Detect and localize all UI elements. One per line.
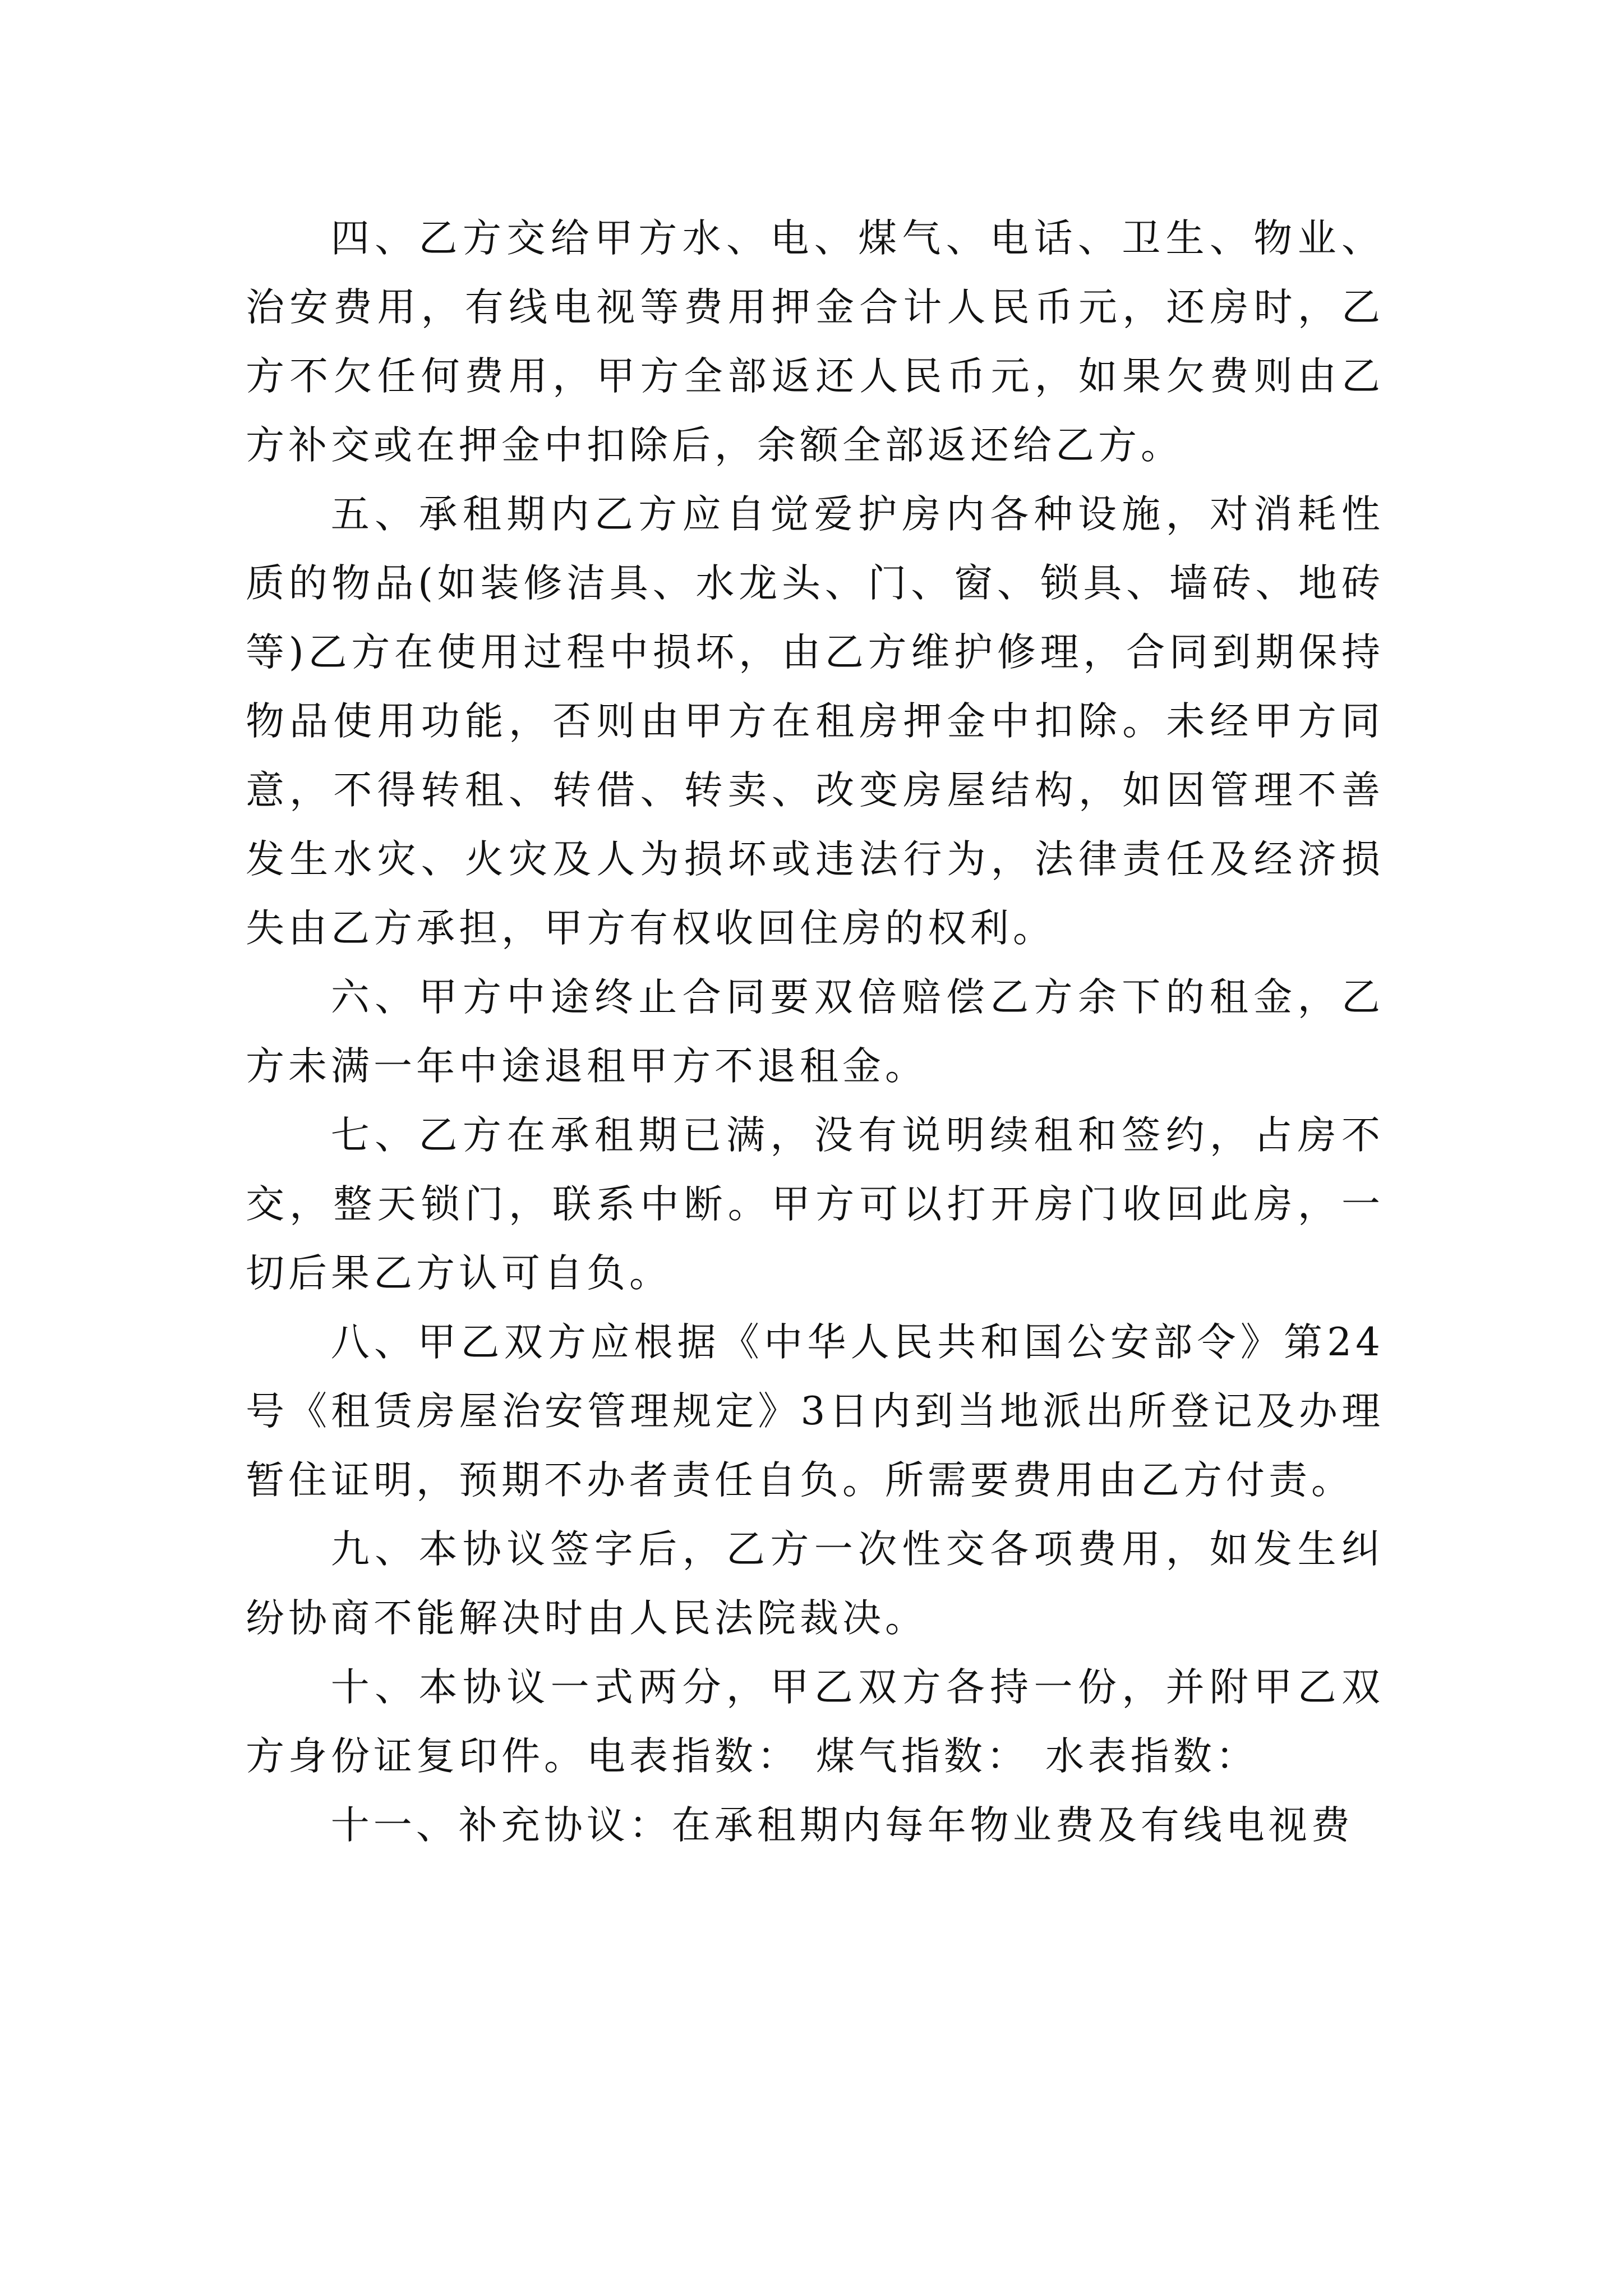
- clause-six: 六、甲方中途终止合同要双倍赔偿乙方余下的租金，乙方未满一年中途退租甲方不退租金。: [246, 975, 1384, 1089]
- document-body: [246, 204, 1384, 1860]
- clause-five: 五、承租期内乙方应自觉爱护房内各种设施，对消耗性质的物品(如装修洁具、水龙头、门、窗、锁具、墙砖、地砖等)乙方在使用过程中损坏，由乙方维护修理，合同到期保持物品使用功能，否则由甲方在租房押金中扣除。未经甲方同意，不得转租、转借、转卖、改变房屋结构，如因管理不善发生水灾、火灾及人为损坏或违法行为，法律责任及经济损失由乙方承担，甲方有权收回住房的权利。: [246, 492, 1384, 951]
- clause-nine: 九、本协议签字后，乙方一次性交各项费用，如发生纠纷协商不能解决时由人民法院裁决。: [246, 1527, 1384, 1641]
- clause-seven: 七、乙方在承租期已满，没有说明续租和签约，占房不交，整天锁门，联系中断。甲方可以打开房门收回此房，一切后果乙方认可自负。: [246, 1113, 1384, 1296]
- clause-eleven: 十一、补充协议：在承租期内每年物业费及有线电视费: [330, 1803, 1354, 1848]
- clause-eight: 八、甲乙双方应根据《中华人民共和国公安部令》第24号《租赁房屋治安管理规定》3日内到当地派出所登记及办理暂住证明，预期不办者责任自负。所需要费用由乙方付责。: [246, 1320, 1384, 1503]
- clause-ten: 十、本协议一式两分，甲乙双方各持一份，并附甲乙双方身份证复印件。电表指数： 煤气指数： 水表指数：: [246, 1665, 1384, 1779]
- clause-four: 四、乙方交给甲方水、电、煤气、电话、卫生、物业、治安费用，有线电视等费用押金合计人民币元，还房时，乙方不欠任何费用，甲方全部返还人民币元，如果欠费则由乙方补交或在押金中扣除后，余额全部返还给乙方。: [246, 216, 1384, 468]
